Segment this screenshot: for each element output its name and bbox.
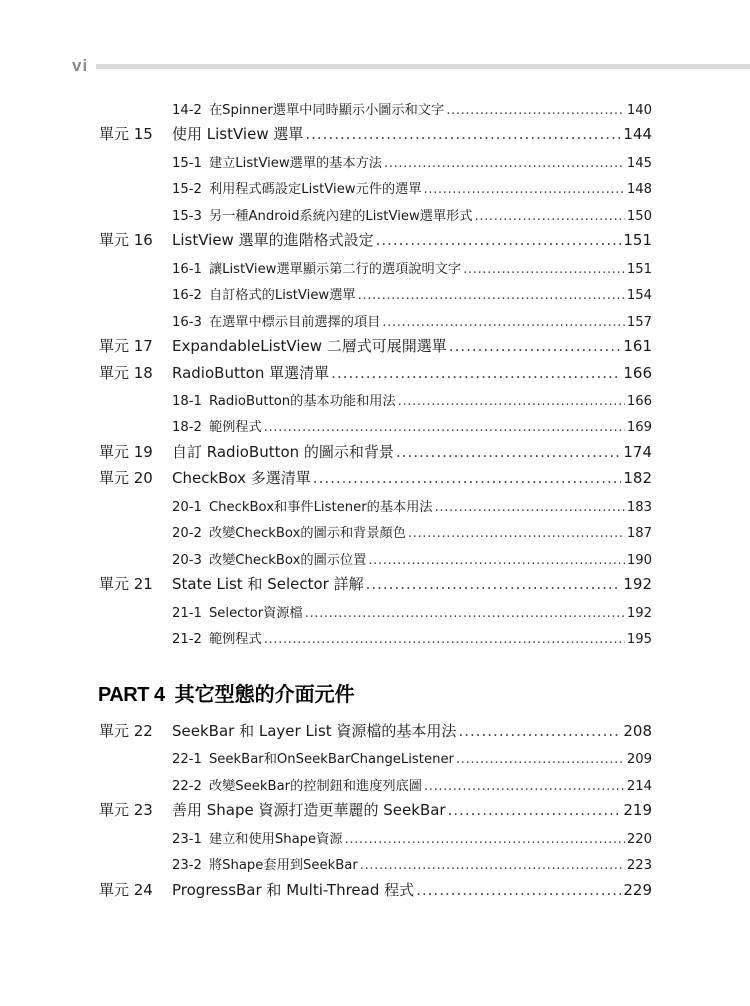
toc-page-number: 150 [626, 208, 652, 224]
toc-leader-dots [456, 752, 625, 767]
toc-page-number: 182 [623, 469, 652, 488]
toc-unit-row [99, 229, 652, 250]
toc-entry-title: SeekBar 和 Layer List 資源檔的基本用法 [172, 722, 457, 740]
toc-section-number: 15-1 [172, 155, 202, 171]
toc-section-row [172, 99, 652, 118]
toc-section-number: 15-2 [172, 182, 202, 198]
toc-unit-label: 單元 22 [99, 722, 153, 740]
toc-page-number: 148 [626, 182, 652, 198]
toc-page-number: 161 [623, 337, 652, 356]
toc-section-row [172, 178, 652, 197]
toc-entry-title: 範例程式 [208, 632, 262, 647]
toc-leader-dots [396, 443, 621, 461]
toc-entry-title: 改變CheckBox的圖示位置 [208, 552, 367, 568]
toc-section-row [172, 390, 652, 409]
toc-leader-dots [313, 469, 622, 487]
toc-section-number: 22-1 [172, 752, 202, 768]
toc-leader-dots [305, 606, 625, 621]
toc-leader-dots [446, 103, 625, 118]
toc-page-number: 190 [626, 552, 652, 568]
toc-page-number: 209 [626, 752, 652, 768]
toc-page-number: 183 [626, 499, 652, 515]
toc-entry-title: 範例程式 [208, 420, 262, 436]
toc-section-row [172, 416, 652, 435]
toc-section-row [172, 628, 652, 647]
toc-section-row [172, 311, 652, 330]
toc-leader-dots [398, 394, 625, 409]
toc-entry-title: 自訂格式的ListView選單 [208, 288, 356, 304]
toc-unit-label: 單元 19 [99, 442, 153, 461]
toc-entry-title: 建立ListView選單的基本方法 [208, 155, 382, 171]
toc-entry-title: 改變CheckBox的圖示和背景顏色 [208, 526, 406, 542]
toc-page-number: 223 [626, 858, 652, 874]
toc-entry-title: CheckBox和事件Listener的基本用法 [208, 499, 433, 515]
toc-section-row [172, 496, 652, 515]
toc-unit-label: 單元 18 [99, 363, 153, 382]
toc-leader-dots [264, 420, 625, 435]
toc-page-number: 220 [626, 831, 652, 847]
toc-unit-label: 單元 23 [99, 801, 153, 820]
toc-leader-dots [408, 526, 625, 541]
toc-leader-dots [358, 288, 625, 303]
toc-section-number: 14-2 [172, 103, 202, 118]
toc-leader-dots [264, 632, 625, 647]
toc-section-row [172, 854, 652, 873]
toc-leader-dots [360, 858, 625, 873]
toc-entry-title: 利用程式碼設定ListView元件的選單 [208, 182, 422, 198]
toc-page-number: 187 [626, 526, 652, 542]
toc-page-number: 151 [623, 231, 652, 250]
toc-leader-dots [331, 364, 621, 382]
toc-section-row [172, 775, 652, 794]
toc-unit-row [99, 467, 652, 488]
toc-leader-dots [463, 262, 625, 277]
toc-page-number: 195 [626, 632, 652, 647]
toc-section-number: 18-1 [172, 393, 202, 409]
toc-page-number: 174 [623, 442, 652, 461]
toc-section-number: 18-2 [172, 420, 202, 436]
toc-unit-row [99, 879, 652, 900]
toc-page-number: 154 [626, 288, 652, 304]
toc-page-number: 166 [623, 363, 652, 382]
toc-page-number: 166 [626, 393, 652, 409]
toc-unit-label: 單元 16 [99, 231, 153, 250]
toc-section-number: 20-1 [172, 499, 202, 515]
toc-leader-dots [458, 722, 621, 740]
header-rule [96, 64, 750, 69]
toc-unit-label: 單元 21 [99, 575, 153, 594]
toc-entry-title: 建立和使用Shape資源 [208, 831, 343, 847]
toc-section-row [172, 258, 652, 277]
toc-entry-title: SeekBar和OnSeekBarChangeListener [208, 752, 454, 768]
toc-page-number: 208 [623, 722, 652, 740]
toc-entry-title: 讓ListView選單顯示第二行的選項說明文字 [208, 261, 462, 277]
toc-page-number: 192 [623, 575, 652, 594]
toc-leader-dots [424, 182, 625, 197]
toc-entry-title: RadioButton 單選清單 [172, 363, 330, 382]
toc-section-number: 22-2 [172, 778, 202, 794]
toc-page-number: 144 [623, 125, 652, 144]
toc-entry-title: 自訂 RadioButton 的圖示和背景 [172, 442, 394, 461]
toc-entry-title: 在選單中標示目前選擇的項目 [208, 314, 381, 330]
toc-leader-dots [435, 500, 625, 515]
toc-entry-title: State List 和 Selector 詳解 [172, 575, 364, 594]
toc-section-number: 23-1 [172, 831, 202, 847]
toc-leader-dots [475, 209, 625, 224]
toc-leader-dots [345, 832, 625, 847]
toc-section-number: 23-2 [172, 858, 202, 874]
toc-unit-row [99, 123, 652, 144]
toc-entry-title: CheckBox 多選清單 [172, 469, 311, 488]
toc-unit-row [99, 441, 652, 462]
toc-section-number: 16-2 [172, 288, 202, 304]
toc-entry-title: 在Spinner選單中同時顯示小圖示和文字 [208, 103, 445, 118]
toc-entry-title: 另一種Android系統內建的ListView選單形式 [208, 208, 473, 224]
toc-entry-title: RadioButton的基本功能和用法 [208, 393, 396, 409]
toc-page-number: 229 [623, 880, 652, 899]
toc-unit-label: 單元 20 [99, 469, 153, 488]
toc-section-number: 15-3 [172, 208, 202, 224]
toc-section-row [172, 748, 652, 767]
toc-page-number: 169 [626, 420, 652, 436]
toc-leader-dots [382, 315, 624, 330]
toc-page-number: 140 [626, 103, 652, 118]
toc-entry-title: 使用 ListView 選單 [172, 125, 304, 144]
toc-leader-dots [366, 575, 622, 593]
toc-unit-row [99, 362, 652, 383]
toc-unit-row [99, 720, 652, 741]
toc-page-number: 214 [626, 778, 652, 794]
toc-entry-title: ListView 選單的進階格式設定 [172, 231, 374, 250]
toc-leader-dots [305, 125, 621, 143]
toc-page-number: 192 [626, 605, 652, 621]
toc-leader-dots [448, 801, 622, 819]
toc-section-number: 21-2 [172, 632, 202, 647]
toc-entry-title: 改變SeekBar的控制鈕和進度列底圖 [208, 778, 422, 794]
part-title: 其它型態的介面元件 [174, 682, 355, 706]
toc-entry-title: ProgressBar 和 Multi-Thread 程式 [172, 880, 415, 899]
toc-leader-dots [449, 337, 622, 355]
toc-section-number: 16-1 [172, 261, 202, 277]
toc-section-row [172, 549, 652, 568]
toc-page-number: 151 [626, 261, 652, 277]
toc-page-number: 145 [626, 155, 652, 171]
page-number: vi [72, 56, 89, 75]
toc-entry-title: ExpandableListView 二層式可展開選單 [172, 337, 447, 356]
toc-unit-row [99, 335, 652, 356]
toc-section-number: 20-3 [172, 552, 202, 568]
toc-section-number: 16-3 [172, 314, 202, 330]
toc-entry-title: 將Shape套用到SeekBar [208, 858, 358, 874]
toc-section-row [172, 828, 652, 847]
toc-page-number: 219 [623, 801, 652, 820]
toc-unit-label: 單元 17 [99, 337, 153, 356]
toc-unit-row [99, 799, 652, 820]
toc-section-row [172, 602, 652, 621]
toc-section-number: 20-2 [172, 526, 202, 542]
toc-leader-dots [384, 156, 625, 171]
toc-leader-dots [416, 881, 621, 899]
toc-page-number: 157 [626, 314, 652, 330]
toc-section-row [172, 522, 652, 541]
toc-unit-label: 單元 24 [99, 880, 153, 899]
toc-section-row [172, 205, 652, 224]
toc-leader-dots [376, 231, 622, 249]
part-heading [98, 678, 355, 707]
part-label: PART 4 [98, 684, 165, 706]
toc-section-row [172, 284, 652, 303]
toc-entry-title: 善用 Shape 資源打造更華麗的 SeekBar [172, 801, 446, 820]
toc-entry-title: Selector資源檔 [208, 605, 303, 621]
toc-section-row [172, 152, 652, 171]
toc-leader-dots [424, 779, 625, 794]
toc-unit-row [99, 573, 652, 594]
toc-section-number: 21-1 [172, 605, 202, 621]
toc-leader-dots [368, 553, 624, 568]
toc-unit-label: 單元 15 [99, 125, 153, 144]
